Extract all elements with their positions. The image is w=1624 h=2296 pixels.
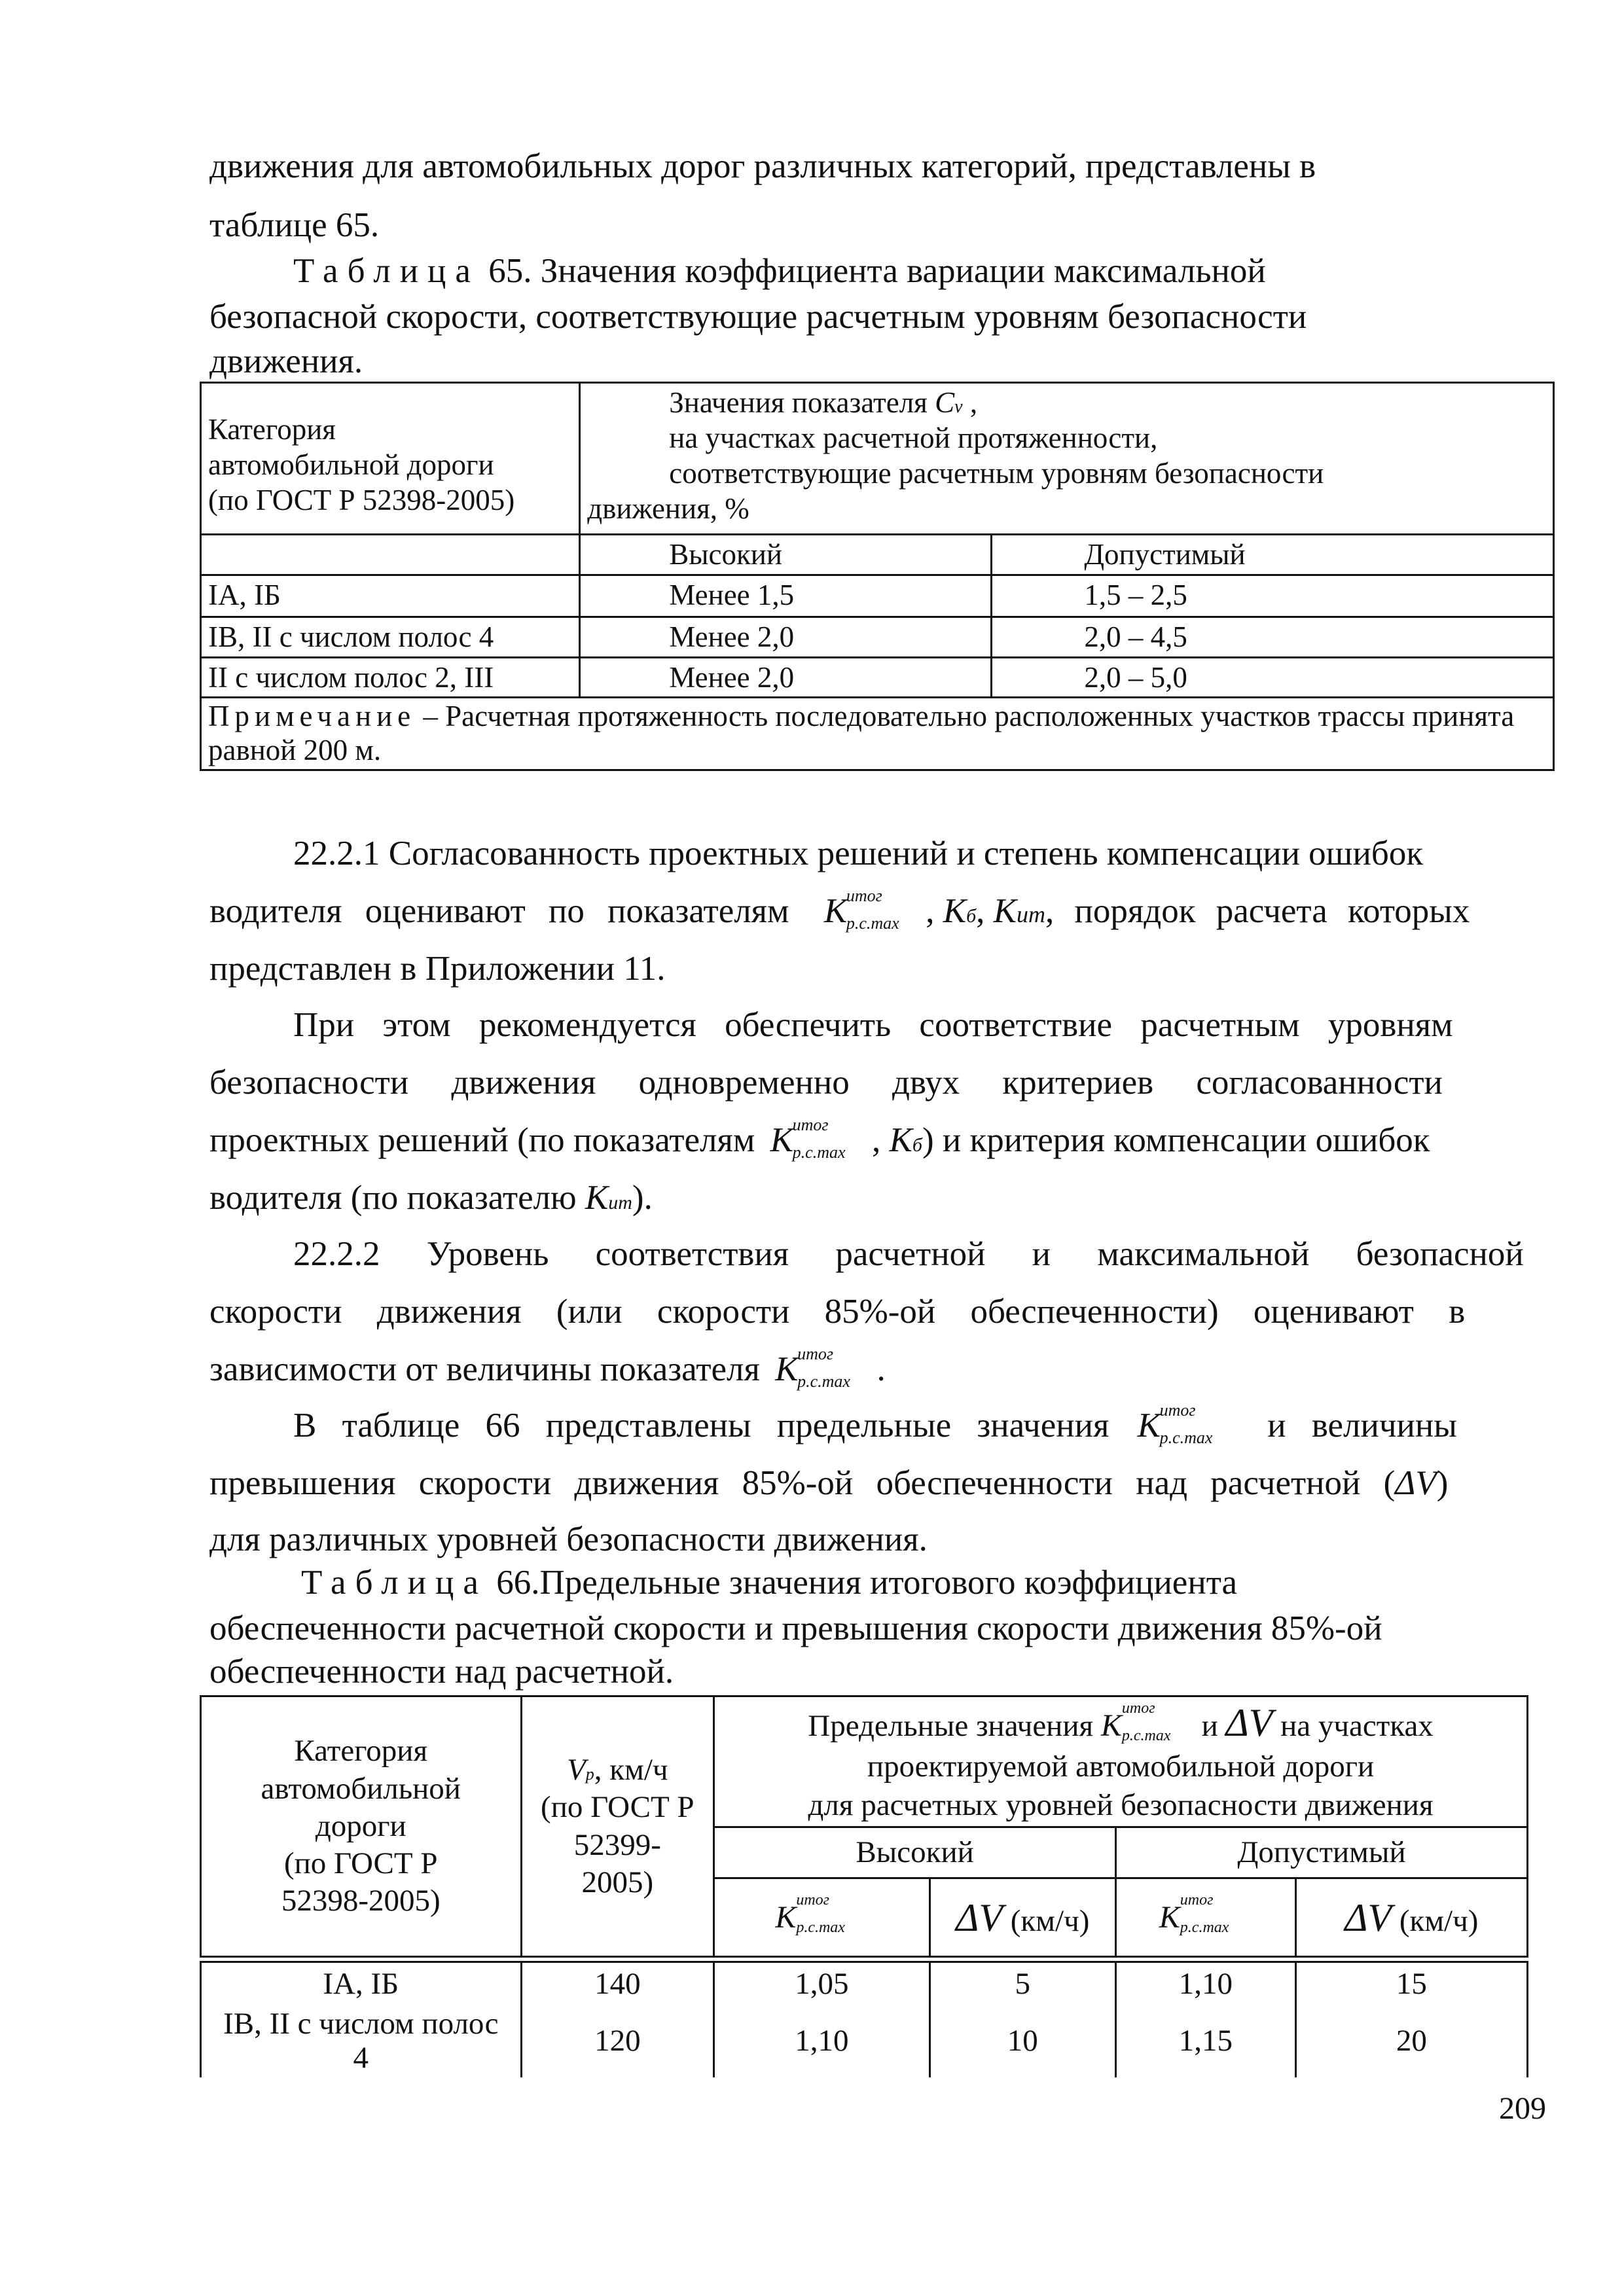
text-line — [209, 1295, 1465, 1329]
cell-k-high: 1,10 — [714, 2005, 929, 2077]
k-b-subscript: б — [912, 1134, 922, 1156]
cell-category: IВ, II с числом полос 4 — [201, 617, 580, 658]
table65-caption — [293, 254, 1266, 289]
header-text: на участках — [1280, 1709, 1434, 1744]
table66-col-k-allowed — [1116, 1878, 1296, 1957]
k-it-subscript: ит — [608, 1192, 632, 1213]
text-line — [209, 149, 1551, 184]
vp-symbol: V — [567, 1752, 586, 1787]
cell-dv-allowed: 20 — [1295, 2005, 1527, 2077]
table66-header-vp — [521, 1696, 714, 1957]
text: водителя (по показателю — [209, 1179, 577, 1217]
caption-text: движения. — [209, 342, 363, 380]
text: , — [976, 892, 994, 930]
text: 22.2.2 Уровень соответствия расчетной и максимальной безопасной — [293, 1235, 1524, 1273]
cell-dv-allowed: 15 — [1295, 1962, 1527, 2005]
header-line: проектируемой автомобильной дороги — [867, 1749, 1375, 1784]
header-line: 52399- — [573, 1827, 661, 1862]
text: ) и критерия компенсации ошибок — [922, 1121, 1430, 1159]
text-line — [209, 952, 666, 986]
caption-text: безопасной скорости, соответствующие расчетным уровням безопасности — [209, 298, 1307, 336]
table-row — [201, 575, 1554, 617]
cell-allowed: 1,5 – 2,5 — [992, 575, 1554, 617]
cell-line: IВ, II с числом полос — [223, 2006, 499, 2041]
header-line: (по ГОСТ Р — [541, 1790, 695, 1825]
text: и величины — [1267, 1407, 1457, 1444]
header-text: , — [962, 386, 978, 419]
header-line: (по ГОСТ Р — [283, 1846, 438, 1881]
text-line — [293, 1401, 1457, 1447]
table66-col-dv-high — [929, 1878, 1115, 1957]
page-number — [1499, 2093, 1546, 2125]
header-line — [587, 385, 1546, 420]
k-rcmax-symbol: K итог р.с.max — [770, 1115, 846, 1162]
table65-col-allowed: Допустимый — [992, 535, 1554, 575]
header-line: соответствующие расчетным уровням безопасности — [669, 457, 1324, 490]
note-line — [208, 700, 1546, 734]
k-rcmax-symbol: K итог р.с.max — [775, 1344, 850, 1391]
table66-col-high: Высокий — [714, 1827, 1116, 1878]
page-number-text: 209 — [1499, 2091, 1546, 2126]
note-text: – Расчетная протяженность последовательно расположенных участков трассы принята — [416, 700, 1515, 732]
text: зависимости от величины показателя — [209, 1350, 760, 1388]
table65-header-empty — [201, 535, 580, 575]
unit: (км/ч) — [1392, 1903, 1479, 1938]
caption-text: обеспеченности расчетной скорости и превышения скорости движения 85%-ой — [209, 1609, 1382, 1647]
header-line: автомобильной дороги — [208, 448, 494, 481]
note-line: равной 200 м. — [208, 733, 382, 766]
text: ) — [1436, 1464, 1449, 1502]
caption-word: Таблица — [293, 252, 480, 290]
cell-k-allowed: 1,10 — [1116, 1962, 1296, 2005]
cell-k-allowed: 1,15 — [1116, 2005, 1296, 2077]
text: скорости движения (или скорости 85%-ой обеспеченности) оценивают в — [209, 1293, 1466, 1331]
text-line — [293, 836, 1423, 871]
delta-v-symbol: ΔV — [1225, 1701, 1273, 1745]
table66-header-category — [201, 1696, 522, 1957]
cell-vp: 120 — [521, 2005, 714, 2077]
header-line: дороги — [315, 1808, 406, 1843]
k-rcmax-symbol: K итог р.с.max — [775, 1891, 845, 1936]
unit: (км/ч) — [1003, 1903, 1090, 1938]
k-it-symbol: K — [993, 892, 1017, 930]
header-text: и — [1201, 1709, 1218, 1744]
table66-gap — [201, 1957, 1528, 1962]
cell-high: Менее 2,0 — [580, 658, 992, 698]
header-line — [529, 1751, 707, 1789]
k-it-symbol: K — [585, 1179, 609, 1217]
text-line — [209, 1466, 1448, 1501]
table66-caption — [301, 1566, 1237, 1600]
table65-header-category — [201, 383, 580, 535]
cell-category: IA, IБ — [201, 1962, 522, 2005]
vp-subscript: р — [585, 1764, 594, 1784]
text: превышения скорости движения 85%-ой обеспеченности над расчетной ( — [209, 1464, 1396, 1502]
header-line: на участках расчетной протяженности, — [669, 422, 1158, 454]
table66-col-allowed: Допустимый — [1116, 1827, 1528, 1878]
cell-line: 4 — [353, 2040, 369, 2075]
text: таблице 65. — [209, 206, 380, 244]
k-b-subscript: б — [966, 905, 977, 927]
k-rcmax-symbol: K итог р.с.max — [1100, 1700, 1171, 1745]
text: . — [876, 1350, 886, 1388]
caption-word: Таблица — [301, 1564, 488, 1602]
table-row — [201, 2005, 1528, 2077]
header-line: (по ГОСТ Р 52398-2005) — [208, 483, 515, 516]
table65-header-values — [580, 383, 1554, 535]
cell-k-high: 1,05 — [714, 1962, 929, 2005]
cell-category: II с числом полос 2, III — [201, 658, 580, 698]
cell-high: Менее 1,5 — [580, 575, 992, 617]
text: безопасности движения одновременно двух критериев согласованности — [209, 1064, 1443, 1102]
k-rcmax-symbol: K итог р.с.max — [823, 886, 899, 933]
header-line — [721, 1698, 1520, 1748]
table65-caption — [209, 300, 1307, 334]
header-text: Предельные значения — [808, 1709, 1094, 1744]
caption-text: 65. Значения коэффициента вариации максимальной — [479, 252, 1266, 290]
text: движения для автомобильных дорог различных категорий, представлены в — [209, 147, 1316, 185]
table66-caption — [209, 1655, 674, 1689]
header-line: 52398-2005) — [281, 1884, 441, 1918]
k-rcmax-symbol: K итог р.с.max — [1159, 1891, 1229, 1936]
cell-allowed: 2,0 – 5,0 — [992, 658, 1554, 698]
table66-col-k-high — [714, 1878, 929, 1957]
text-line — [209, 208, 379, 243]
delta-v-symbol: ΔV — [1344, 1895, 1392, 1939]
text-line — [209, 1115, 1430, 1162]
header-line: автомобильной — [261, 1771, 461, 1806]
delta-v-symbol: ΔV — [956, 1895, 1003, 1939]
table-row — [201, 1962, 1528, 2005]
text: , — [872, 1121, 890, 1159]
table65-col-high: Высокий — [580, 535, 992, 575]
cell-high: Менее 2,0 — [580, 617, 992, 658]
header-text: , км/ч — [594, 1752, 668, 1787]
text: , порядок расчета которых — [1045, 892, 1470, 930]
table66-col-dv-allowed — [1295, 1878, 1527, 1957]
table66-header-limits — [714, 1696, 1528, 1827]
cell-vp: 140 — [521, 1962, 714, 2005]
cell-category: IA, IБ — [201, 575, 580, 617]
header-line: Категория — [208, 412, 336, 446]
cell-category — [201, 2005, 522, 2077]
header-line: Категория — [294, 1734, 428, 1768]
text-line — [209, 1181, 653, 1215]
table65-caption — [209, 344, 363, 379]
table65-note — [201, 698, 1554, 770]
cv-subscript: v — [954, 397, 963, 417]
cell-dv-high: 5 — [929, 1962, 1115, 2005]
header-line: движения, % — [587, 492, 749, 525]
cell-dv-high: 10 — [929, 2005, 1115, 2077]
text: , — [926, 892, 943, 930]
text: для различных уровней безопасности движения. — [209, 1520, 928, 1558]
k-rcmax-symbol: K итог р.с.max — [1137, 1401, 1213, 1447]
text: В таблице 66 представлены предельные значения — [293, 1407, 1110, 1444]
k-b-symbol: K — [943, 892, 967, 930]
text-line — [209, 1344, 886, 1391]
text-line — [209, 886, 1551, 933]
table66 — [200, 1695, 1528, 2077]
cell-allowed: 2,0 – 4,5 — [992, 617, 1554, 658]
table66-caption — [209, 1611, 1382, 1646]
text-line — [209, 1522, 928, 1557]
table-row — [201, 658, 1554, 698]
caption-text: 66.Предельные значения итогового коэффициента — [487, 1564, 1238, 1602]
header-line: для расчетных уровней безопасности движения — [808, 1788, 1434, 1822]
text-line — [209, 1066, 1443, 1100]
note-word: Примечание — [208, 700, 416, 732]
text: водителя оценивают по показателям — [209, 892, 789, 930]
k-b-symbol: K — [889, 1121, 912, 1159]
delta-v-symbol: ΔV — [1395, 1464, 1437, 1502]
text: представлен в Приложении 11. — [209, 950, 666, 988]
text: При этом рекомендуется обеспечить соответствие расчетным уровням — [293, 1006, 1453, 1044]
header-text: Значения показателя — [669, 386, 935, 419]
header-line: 2005) — [581, 1865, 654, 1899]
cv-symbol: C — [935, 386, 955, 419]
text-line — [293, 1237, 1524, 1272]
k-it-subscript: ит — [1017, 901, 1046, 927]
text: проектных решений (по показателям — [209, 1121, 755, 1159]
text: ). — [632, 1179, 653, 1217]
text-line — [293, 1008, 1551, 1043]
table-row — [201, 617, 1554, 658]
table65 — [200, 382, 1555, 771]
caption-text: обеспеченности над расчетной. — [209, 1653, 674, 1691]
text: 22.2.1 Согласованность проектных решений и степень компенсации ошибок — [293, 834, 1424, 872]
